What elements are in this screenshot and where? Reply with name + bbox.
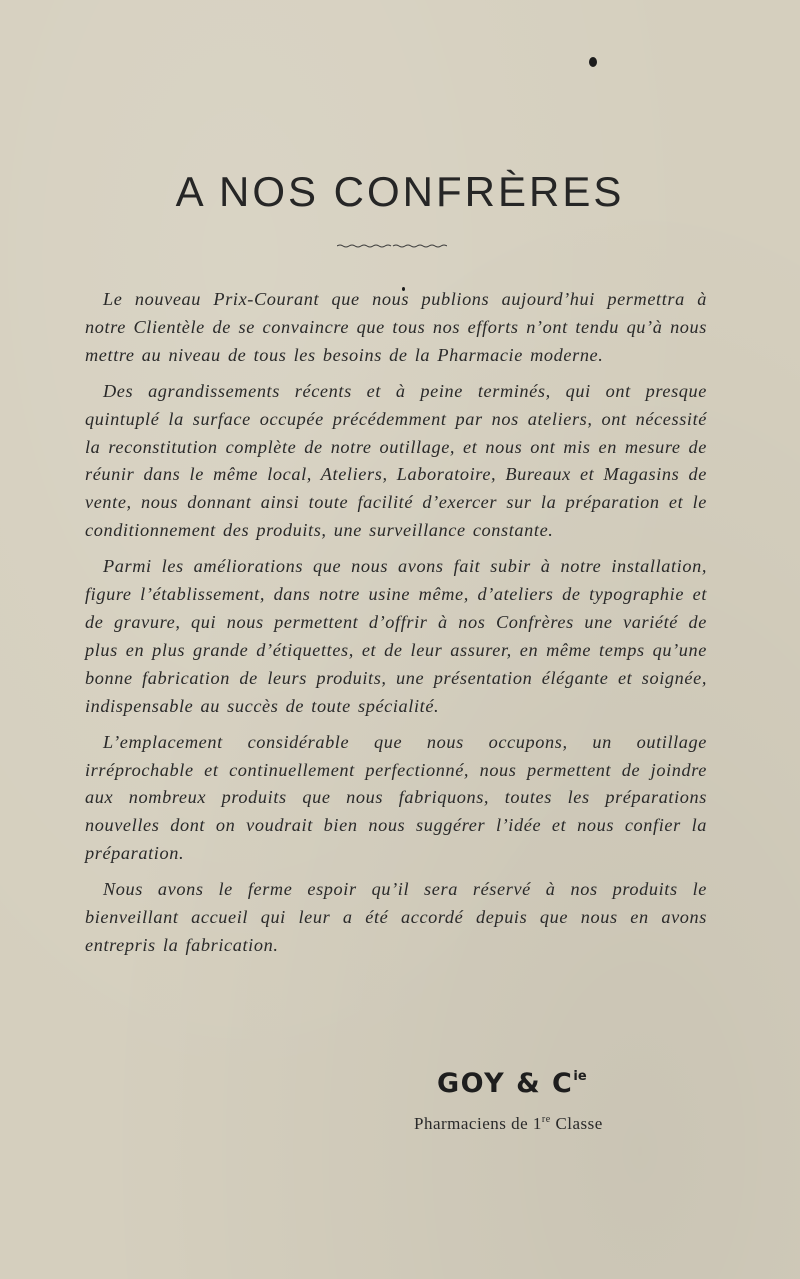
paragraph: Des agrandissements récents et à peine terminés, qui ont presque quintuplé la surface occupée précédemment par nos ateliers, ont nécessité la reconstitution complète de notre outillage, et nous ont mis en mesure de réunir dans le même local, Ateliers, Laboratoire, Bureaux et Magasins de vente, nous donnant ainsi toute facilité d’exercer sur la préparation et le conditionnement des produits, une surveillance constante.: [85, 380, 707, 541]
page-title: A NOS CONFRÈRES: [175, 168, 625, 215]
ornamental-rule: [337, 240, 447, 252]
signature-name: [437, 1068, 587, 1099]
ink-speck: [589, 57, 597, 67]
letter-body: [85, 286, 707, 968]
signature-title-text: Pharmaciens de 1: [414, 1114, 542, 1133]
signature-title: [414, 1114, 603, 1134]
signature-title-suffix: Classe: [550, 1114, 603, 1133]
paragraph: Nous avons le ferme espoir qu’il sera réservé à nos produits le bienveillant accueil qui leur a été accordé depuis que nous en avons entrepris la fabrication.: [85, 879, 707, 955]
signature-name-superscript: ie: [573, 1069, 587, 1084]
signature-name-text: GOY & C: [437, 1068, 574, 1099]
signature-title-superscript: re: [541, 1114, 551, 1125]
paragraph: Parmi les améliorations que nous avons fait subir à notre installation, figure l’établissement, dans notre usine même, d’ateliers de typographie et de gravure, qui nous permettent d’offrir à nos Confrères une variété de plus en plus grande d’étiquettes, et de leur assurer, en même temps qu’une bonne fabrication de leurs produits, une présentation élégante et soignée, indispensable au succès de toute spécialité.: [85, 556, 707, 716]
paragraph: L’emplacement considérable que nous occupons, un outillage irréprochable et continuellement perfectionné, nous permettent de joindre aux nombreux produits que nous fabriquons, toutes les préparations nouvelles dont on voudrait bien nous suggérer l’idée et nous confier la préparation.: [85, 731, 707, 864]
paragraph: Le nouveau Prix-Courant que nous publions aujourd’hui permettra à notre Clientèle de se convaincre que tous nos efforts n’ont tendu qu’à nous mettre au niveau de tous les besoins de la Pharmacie moderne.: [85, 289, 707, 365]
